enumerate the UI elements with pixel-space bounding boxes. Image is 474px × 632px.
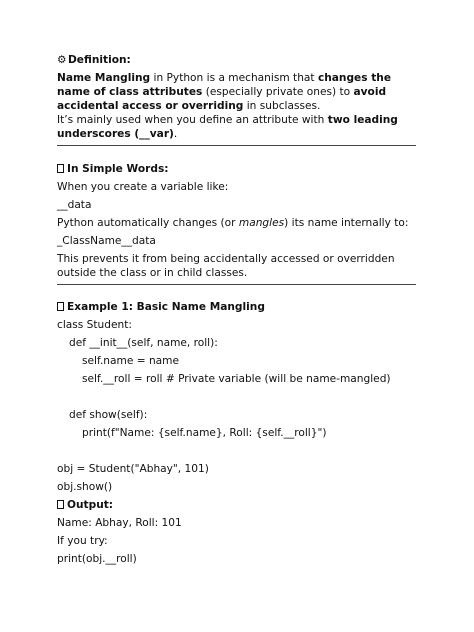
- try-code: print(obj.__roll): [57, 553, 137, 565]
- gear-icon: ⚙: [57, 54, 67, 66]
- text-run: ) its name internally to:: [284, 217, 409, 229]
- box-icon: [57, 500, 64, 509]
- text-run: mangles: [238, 217, 285, 229]
- output-heading: Output:: [57, 498, 422, 512]
- text-run: It’s mainly used when you define an attribute with: [57, 114, 328, 126]
- simple-words-heading: In Simple Words:: [57, 162, 422, 176]
- code-line: print(f"Name: {self.name}, Roll: {self.__roll}"): [82, 427, 327, 439]
- code-line: obj.show(): [57, 481, 113, 493]
- code-line: self.__roll = roll # Private variable (will be name-mangled): [82, 373, 391, 385]
- code-example-mangled: _ClassName__data: [57, 235, 156, 247]
- try-label: If you try:: [57, 535, 108, 547]
- box-icon: [57, 302, 64, 311]
- section-divider: [57, 284, 416, 285]
- text-run: two leading underscores (__var): [57, 114, 398, 140]
- code-line: self.name = name: [82, 355, 180, 367]
- definition-paragraph: [57, 71, 422, 113]
- text-run: in Python is a mechanism that: [150, 72, 318, 84]
- definition-heading: ⚙ Definition:: [57, 54, 131, 66]
- section-divider: [57, 145, 416, 146]
- definition-usage-paragraph: [57, 113, 422, 141]
- text-run: Name Mangling: [57, 72, 151, 84]
- text-run: Python automatically changes (or: [57, 217, 239, 229]
- code-line: class Student:: [57, 319, 132, 331]
- mangling-explanation: [57, 216, 422, 230]
- prevention-paragraph: This prevents it from being accidentally accessed or overridden outside the class or in child classes.: [57, 253, 395, 279]
- text-run: .: [173, 128, 178, 140]
- code-line: def __init__(self, name, roll):: [69, 337, 218, 349]
- text-run: in subclasses.: [243, 100, 321, 112]
- code-line: def show(self):: [69, 409, 148, 421]
- text-run: changes the name of class attributes: [57, 72, 392, 98]
- text-run: avoid accidental access or overriding: [57, 86, 387, 112]
- code-example-data: __data: [57, 199, 92, 211]
- box-icon: [57, 164, 64, 173]
- simple-words-text: When you create a variable like:: [57, 181, 229, 193]
- text-run: (especially private ones) to: [202, 86, 354, 98]
- output-value: Name: Abhay, Roll: 101: [57, 517, 182, 529]
- code-line: obj = Student("Abhay", 101): [57, 463, 209, 475]
- example-heading: Example 1: Basic Name Mangling: [57, 300, 422, 314]
